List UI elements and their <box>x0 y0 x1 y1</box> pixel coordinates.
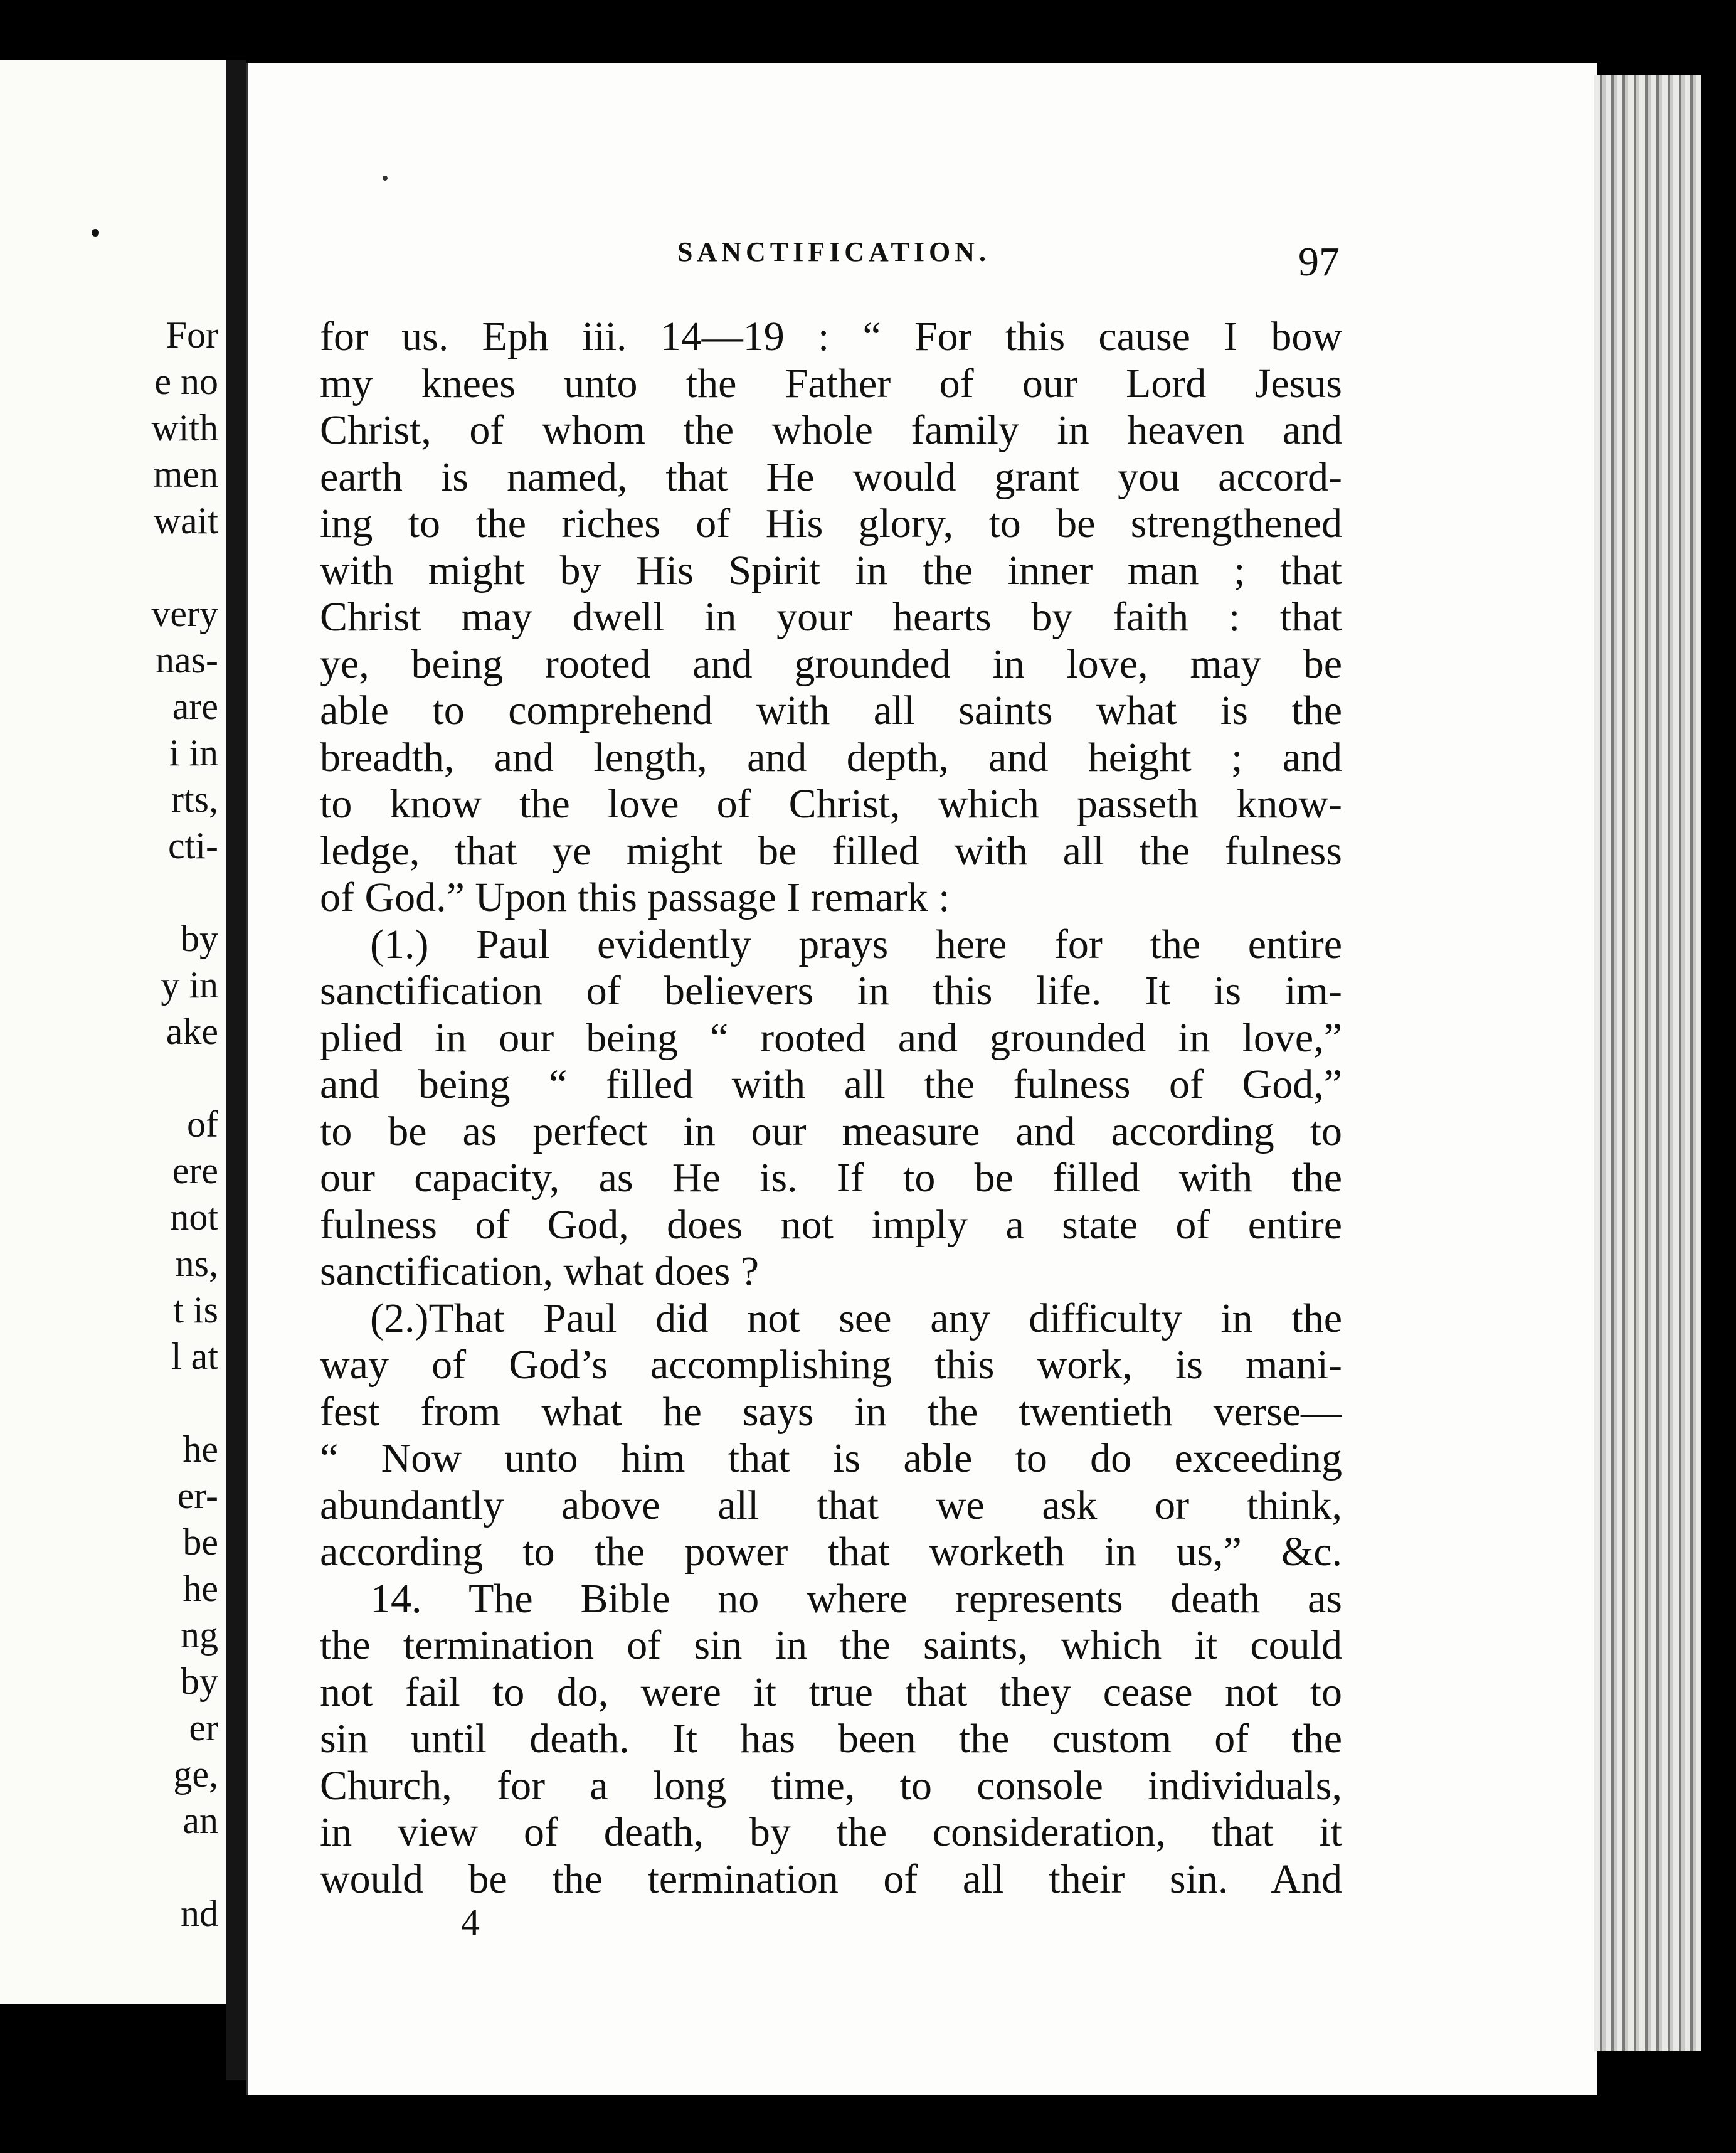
text-line: to know the love of Christ, which passeth know- <box>320 781 1342 827</box>
running-head: SANCTIFICATION. <box>677 237 991 267</box>
text-line: abundantly above all that we ask or think, <box>320 1482 1342 1528</box>
facing-page-fragment: ng <box>181 1614 218 1656</box>
body-text <box>320 314 1342 1903</box>
facing-page-fragment: by <box>181 1661 218 1702</box>
text-line: sanctification of believers in this life. It is im- <box>320 968 1342 1014</box>
facing-page-fragment: men <box>153 454 218 495</box>
text-line: (2.)That Paul did not see any difficulty in the <box>370 1295 1342 1341</box>
text-line: and being “ filled with all the fulness of God,” <box>320 1061 1342 1107</box>
facing-page-fragment: very <box>151 593 218 634</box>
text-line: Christ may dwell in your hearts by faith : that <box>320 594 1342 640</box>
text-line: with might by His Spirit in the inner man ; that <box>320 547 1342 593</box>
text-line: my knees unto the Father of our Lord Jesus <box>320 360 1342 407</box>
facing-page-fragment: er <box>189 1707 218 1748</box>
facing-page-left <box>0 60 230 2004</box>
text-line: to be as perfect in our measure and according to <box>320 1108 1342 1154</box>
text-line: able to comprehend with all saints what is the <box>320 688 1342 733</box>
text-line: earth is named, that He would grant you accord- <box>320 454 1342 500</box>
facing-page-fragment: l at <box>171 1336 218 1377</box>
facing-page-fragment: are <box>172 686 218 727</box>
text-line: of God.” Upon this passage I remark : <box>320 874 950 920</box>
facing-page-fragment: ns, <box>175 1243 218 1284</box>
text-line: our capacity, as He is. If to be filled with the <box>320 1155 1342 1201</box>
text-line: sanctification, what does ? <box>320 1248 760 1294</box>
text-line: (1.) Paul evidently prays here for the entire <box>370 921 1342 967</box>
text-line: the termination of sin in the saints, which it could <box>320 1622 1342 1668</box>
facing-page-fragment: an <box>183 1800 218 1841</box>
text-line: breadth, and length, and depth, and height ; and <box>320 734 1342 780</box>
facing-page-fragment: ere <box>172 1150 218 1191</box>
book-gutter <box>226 60 246 2080</box>
facing-page-fragment: he <box>183 1428 218 1470</box>
facing-page-fragment: of <box>187 1103 218 1145</box>
signature-mark: 4 <box>461 1901 480 1943</box>
text-line: for us. Eph iii. 14—19 : “ For this cause I bow <box>320 314 1342 359</box>
text-line: “ Now unto him that is able to do exceeding <box>320 1435 1342 1481</box>
facing-page-fragment: For <box>166 314 218 356</box>
text-line: ing to the riches of His glory, to be strengthened <box>320 501 1342 546</box>
facing-page-fragment: ge, <box>173 1753 218 1795</box>
ink-speck <box>383 176 388 181</box>
text-line: fulness of God, does not imply a state of entire <box>320 1201 1342 1248</box>
facing-page-fragment: cti- <box>168 825 218 866</box>
ink-speck <box>92 229 99 237</box>
facing-page-fragment: rts, <box>171 779 218 820</box>
facing-page-fragment: y in <box>161 964 218 1006</box>
facing-page-fragment: wait <box>153 500 218 541</box>
text-line: Church, for a long time, to console individuals, <box>320 1762 1342 1809</box>
facing-page-fragment: nas- <box>156 639 218 681</box>
text-line: fest from what he says in the twentieth verse— <box>320 1388 1342 1435</box>
page-number: 97 <box>1298 239 1340 285</box>
text-line: ye, being rooted and grounded in love, may be <box>320 641 1342 687</box>
text-line: 14. The Bible no where represents death as <box>370 1575 1342 1622</box>
facing-page-fragment: not <box>170 1196 218 1238</box>
facing-page-fragment: with <box>151 407 218 449</box>
facing-page-fragment: by <box>181 918 218 959</box>
facing-page-fragment: e no <box>154 361 218 402</box>
facing-page-fragment: i in <box>169 732 218 773</box>
text-line: Christ, of whom the whole family in heaven and <box>320 407 1342 453</box>
text-line: plied in our being “ rooted and grounded in love,” <box>320 1014 1342 1061</box>
facing-page-fragment: t is <box>173 1289 218 1331</box>
text-line: would be the termination of all their sin. And <box>320 1856 1342 1902</box>
facing-page-fragment: er- <box>177 1475 218 1516</box>
text-line: ledge, that ye might be filled with all the fulness <box>320 827 1342 874</box>
text-line: not fail to do, were it true that they cease not to <box>320 1669 1342 1715</box>
facing-page-fragment: nd <box>181 1893 218 1934</box>
facing-page-fragment: ake <box>166 1011 218 1052</box>
page-edges <box>1594 75 1701 2051</box>
text-line: according to the power that worketh in us,” &c. <box>320 1529 1342 1575</box>
text-line: in view of death, by the consideration, that it <box>320 1809 1342 1855</box>
facing-page-fragment: be <box>183 1521 218 1563</box>
text-line: sin until death. It has been the custom of the <box>320 1716 1342 1762</box>
text-line: way of God’s accomplishing this work, is mani- <box>320 1342 1342 1388</box>
facing-page-fragment: he <box>183 1568 218 1609</box>
